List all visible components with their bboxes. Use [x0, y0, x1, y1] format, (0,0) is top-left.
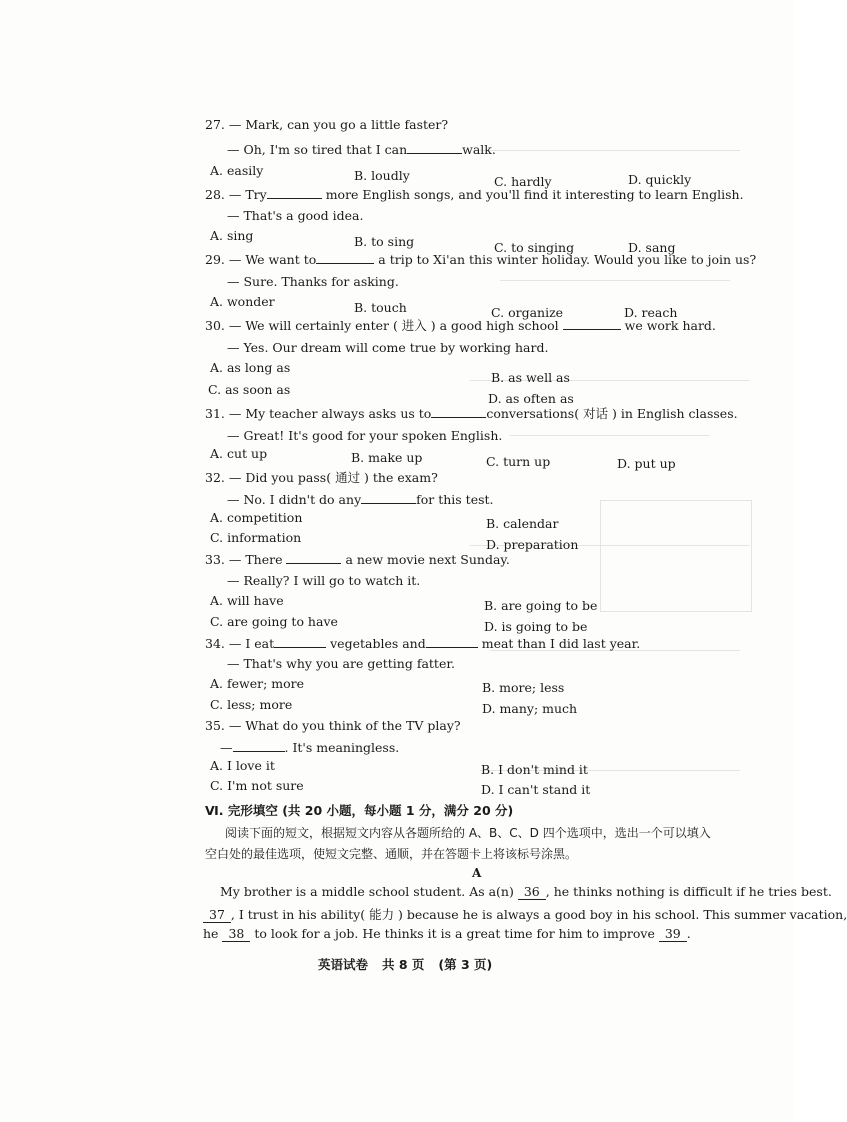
blank-38[interactable]: 38	[222, 926, 250, 942]
passage-text: to look for a job. He thinks it is a great time for him to improve	[254, 926, 655, 941]
blank-39[interactable]: 39	[659, 926, 687, 942]
q33-option-a[interactable]: A. will have	[210, 593, 284, 608]
section-instruction-line1: 阅读下面的短文，根据短文内容从各题所给的 A、B、C、D 四个选项中，选出一个可以填入	[225, 826, 711, 840]
answer-blank[interactable]	[431, 405, 486, 418]
answer-blank[interactable]	[407, 141, 462, 154]
q31-option-a[interactable]: A. cut up	[210, 446, 268, 461]
reply-text-end: walk.	[462, 142, 496, 157]
question-32-reply	[227, 491, 494, 507]
question-29-reply: — Sure. Thanks for asking.	[227, 274, 399, 289]
question-27-reply	[227, 141, 496, 157]
q34-option-b[interactable]: B. more; less	[482, 680, 565, 695]
passage-text: .	[686, 926, 691, 941]
stem-text-end: conversations( 对话 ) in English classes.	[486, 406, 738, 421]
footer-subject: 英语试卷	[318, 957, 369, 972]
stem-text-end: a new movie next Sunday.	[345, 552, 510, 567]
question-34-stem	[205, 635, 640, 651]
reply-text: — Oh, I'm so tired that I can	[227, 142, 408, 157]
q33-option-c[interactable]: C. are going to have	[210, 614, 338, 629]
q29-option-d[interactable]: D. reach	[624, 305, 678, 320]
stem-text-end: meat than I did last year.	[481, 636, 641, 651]
q27-option-c[interactable]: C. hardly	[494, 174, 552, 189]
stem-text-mid: vegetables and	[330, 636, 426, 651]
q30-option-a[interactable]: A. as long as	[210, 360, 291, 375]
q35-option-a[interactable]: A. I love it	[210, 758, 275, 773]
question-30-stem	[205, 316, 716, 334]
q30-option-b[interactable]: B. as well as	[491, 370, 570, 385]
q27-option-a[interactable]: A. easily	[210, 163, 264, 178]
q29-option-c[interactable]: C. organize	[491, 305, 564, 320]
reply-text-end: . It's meaningless.	[284, 740, 400, 755]
passage-text: My brother is a middle school student. As a(n)	[220, 884, 514, 899]
answer-blank[interactable]	[361, 491, 416, 504]
stem-text-end: we work hard.	[624, 318, 716, 333]
question-33-reply: — Really? I will go to watch it.	[227, 573, 421, 588]
question-35-stem: 35. — What do you think of the TV play?	[205, 718, 461, 733]
q33-option-b[interactable]: B. are going to be	[484, 598, 598, 613]
question-34-reply: — That's why you are getting fatter.	[227, 656, 455, 671]
answer-blank[interactable]	[563, 317, 621, 330]
question-33-stem	[205, 551, 510, 567]
q29-option-a[interactable]: A. wonder	[210, 294, 275, 309]
q28-option-d[interactable]: D. sang	[628, 240, 676, 255]
question-29-stem	[205, 251, 756, 267]
passage-label: A	[472, 866, 482, 880]
q35-option-d[interactable]: D. I can't stand it	[481, 782, 591, 797]
q30-option-c[interactable]: C. as soon as	[208, 382, 291, 397]
q33-option-d[interactable]: D. is going to be	[484, 619, 588, 634]
q29-option-b[interactable]: B. touch	[354, 300, 407, 315]
answer-blank[interactable]	[267, 186, 322, 199]
q27-option-b[interactable]: B. loudly	[354, 168, 410, 183]
question-31-stem	[205, 404, 738, 422]
stem-text: 31. — My teacher always asks us to	[205, 406, 432, 421]
stem-text: 33. — There	[205, 552, 283, 567]
q35-option-c[interactable]: C. I'm not sure	[210, 778, 304, 793]
question-31-reply: — Great! It's good for your spoken English.	[227, 428, 503, 443]
page-footer	[318, 955, 506, 973]
stem-text: 34. — I eat	[205, 636, 275, 651]
q35-option-b[interactable]: B. I don't mind it	[481, 762, 588, 777]
passage-line-3	[203, 926, 691, 942]
passage-text: he	[203, 926, 219, 941]
q31-option-c[interactable]: C. turn up	[486, 454, 551, 469]
q31-option-b[interactable]: B. make up	[351, 450, 423, 465]
question-28-reply: — That's a good idea.	[227, 208, 364, 223]
footer-pages: 共 8 页	[382, 957, 425, 972]
passage-text: , he thinks nothing is difficult if he tries best.	[545, 884, 832, 899]
q34-option-a[interactable]: A. fewer; more	[210, 676, 305, 691]
answer-blank[interactable]	[274, 635, 326, 648]
stem-text-end: a trip to Xi'an this winter holiday. Would you like to join us?	[378, 252, 757, 267]
q28-option-a[interactable]: A. sing	[210, 228, 254, 243]
passage-line-1	[220, 884, 832, 900]
stem-text: 30. — We will certainly enter ( 进入 ) a good high school	[205, 318, 559, 333]
q31-option-d[interactable]: D. put up	[617, 456, 676, 471]
q27-option-d[interactable]: D. quickly	[628, 172, 692, 187]
q32-option-c[interactable]: C. information	[210, 530, 302, 545]
stem-text: 29. — We want to	[205, 252, 317, 267]
answer-blank[interactable]	[286, 551, 341, 564]
question-30-reply: — Yes. Our dream will come true by working hard.	[227, 340, 549, 355]
q28-option-b[interactable]: B. to sing	[354, 234, 415, 249]
blank-37[interactable]: 37	[203, 907, 231, 923]
section-instruction-line2: 空白处的最佳选项，使短文完整、通顺，并在答题卡上将该标号涂黑。	[205, 847, 578, 861]
stem-text-end: more English songs, and you'll find it interesting to learn English.	[325, 187, 744, 202]
q34-option-c[interactable]: C. less; more	[210, 697, 293, 712]
stem-text: 28. — Try	[205, 187, 267, 202]
section-title: Ⅵ. 完形填空 (共 20 小题，每小题 1 分，满分 20 分)	[205, 803, 514, 818]
q34-option-d[interactable]: D. many; much	[482, 701, 578, 716]
answer-blank-2[interactable]	[426, 635, 478, 648]
question-32-stem: 32. — Did you pass( 通过 ) the exam?	[205, 470, 438, 485]
footer-page-number: (第 3 页)	[438, 957, 493, 972]
question-35-reply	[220, 739, 399, 755]
reply-text: — No. I didn't do any	[227, 492, 362, 507]
reply-dash: —	[220, 740, 233, 755]
answer-blank[interactable]	[233, 739, 285, 752]
question-28-stem	[205, 186, 744, 202]
q32-option-a[interactable]: A. competition	[210, 510, 303, 525]
q30-option-d[interactable]: D. as often as	[488, 391, 574, 406]
reply-text-end: for this test.	[416, 492, 494, 507]
bleed-through-texture	[470, 130, 760, 830]
q32-option-b[interactable]: B. calendar	[486, 516, 559, 531]
q32-option-d[interactable]: D. preparation	[486, 537, 579, 552]
answer-blank[interactable]	[316, 251, 374, 264]
question-27-stem: 27. — Mark, can you go a little faster?	[205, 117, 449, 132]
q28-option-c[interactable]: C. to singing	[494, 240, 575, 255]
passage-text: , I trust in his ability( 能力 ) because he is always a good boy in his school. This summer vacation,	[230, 907, 847, 922]
passage-line-2	[203, 905, 847, 923]
blank-36[interactable]: 36	[518, 884, 546, 900]
